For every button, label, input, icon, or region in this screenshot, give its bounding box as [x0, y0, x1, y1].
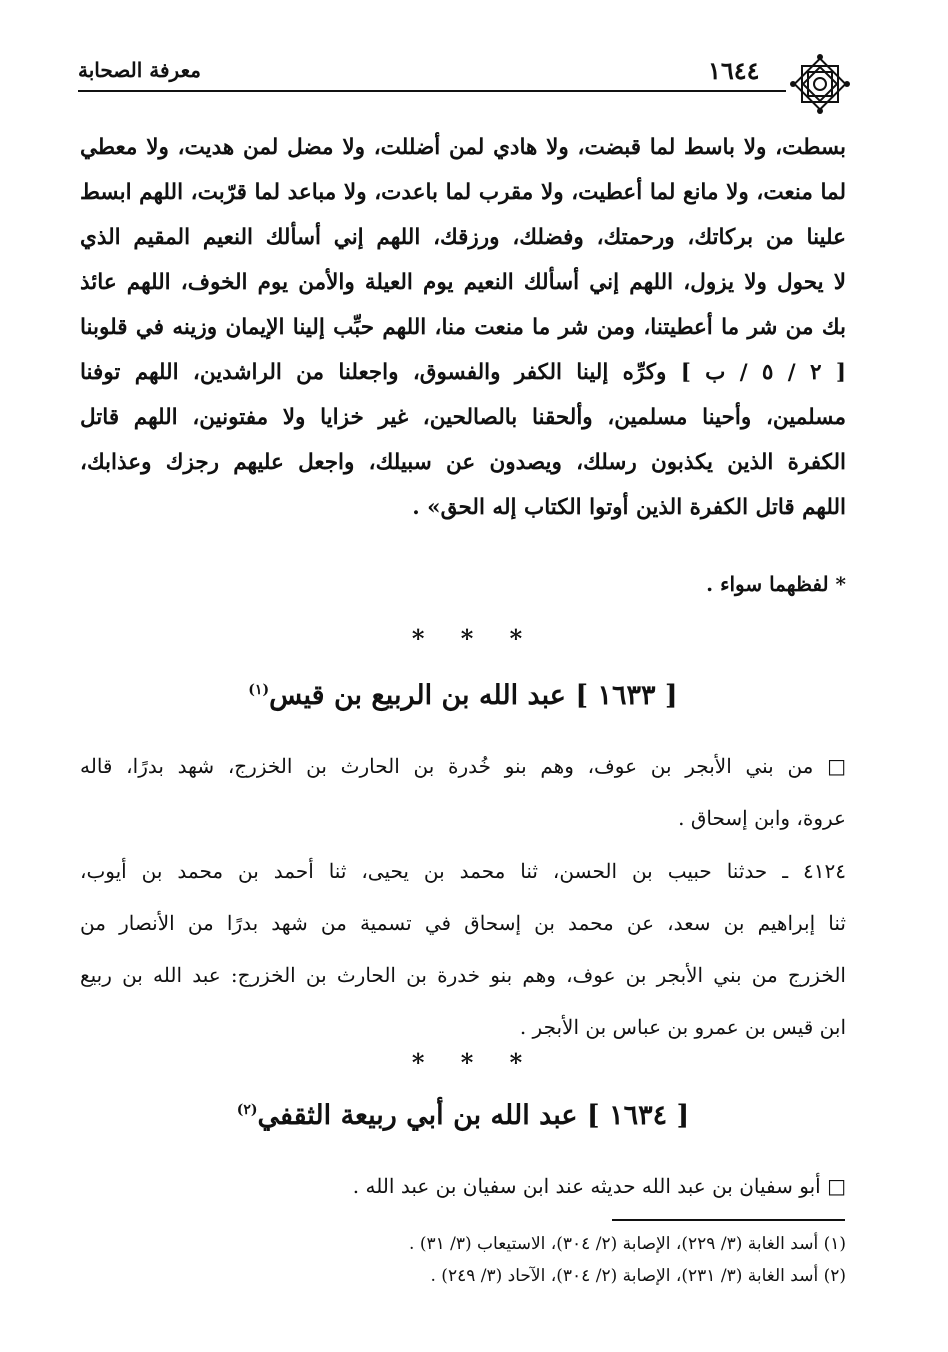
text-line: الكفرة الذين يكذبون رسلك، ويصدون عن سبيلك، واجعل عليهم رجزك وعذابك،: [80, 450, 846, 475]
footnote-rule: [612, 1219, 845, 1221]
prayer-paragraph: [80, 125, 846, 530]
text-line: عروة، وابن إسحاق .: [678, 806, 846, 830]
footnote-ref: (٢): [236, 1102, 258, 1118]
page-number: ١٦٤٤: [708, 56, 760, 85]
section-separator: * * *: [411, 624, 537, 653]
hadith-paragraph: [80, 845, 846, 1053]
book-title: معرفة الصحابة: [78, 58, 201, 82]
text-line: بسطت، ولا باسط لما قبضت، ولا هادي لمن أضللت، ولا مضل لمن هديت، ولا معطي: [80, 135, 846, 160]
text-line: مسلمين، وأحينا مسلمين، وألحقنا بالصالحين، غير خزايا ولا مفتونين، اللهم قاتل: [80, 405, 846, 430]
text-line: ٤١٢٤ ـ حدثنا حبيب بن الحسن، ثنا محمد بن يحيى، ثنا أحمد بن محمد بن أيوب،: [80, 859, 846, 883]
entry-biography: [80, 740, 846, 844]
text-line: □ من بني الأبجر بن عوف، وهم بنو خُدرة بن الحارث بن الخزرج، شهد بدرًا، قاله: [80, 754, 846, 778]
entry-heading: [80, 1100, 846, 1131]
text-line: □ أبو سفيان بن عبد الله حديثه عند ابن سفيان بن عبد الله .: [352, 1174, 846, 1198]
text-line: بك من شر ما أعطيتنا، ومن شر ما منعت منا، اللهم حبِّب إلينا الإيمان وزينه في قلوبنا: [80, 315, 846, 340]
header-rule: [78, 90, 786, 92]
text-line: لا يحول ولا يزول، اللهم إني أسألك النعيم يوم العيلة والأمن يوم الخوف، اللهم عائذ: [80, 270, 846, 295]
entry-title: [ ١٦٣٣ ] عبد الله بن الربيع بن قيس: [269, 680, 678, 711]
variant-note: * لفظهما سواء .: [706, 572, 846, 596]
section-separator: * * *: [411, 1048, 537, 1077]
page-header: [78, 52, 860, 104]
footnote-ref: (١): [248, 682, 270, 698]
octagram-ornament-icon: [788, 52, 852, 116]
text-line: [ ٢ / ٥ / ب ] وكرِّه إلينا الكفر والفسوق، واجعلنا من الراشدين، اللهم توفنا: [80, 360, 846, 385]
entry-biography: [80, 1160, 846, 1212]
text-line: اللهم قاتل الكفرة الذين أوتوا الكتاب إله الحق» .: [412, 495, 846, 520]
footnote: (٢) أسد الغابة (٣/ ٢٣١)، الإصابة (٢/ ٣٠٤)، الآحاد (٣/ ٢٤٩) .: [430, 1266, 846, 1286]
entry-title: [ ١٦٣٤ ] عبد الله بن أبي ربيعة الثقفي: [257, 1100, 690, 1131]
text-line: ثنا إبراهيم بن سعد، عن محمد بن إسحاق في تسمية من شهد بدرًا من الأنصار من: [80, 911, 846, 935]
entry-heading: [80, 680, 846, 711]
text-line: لما منعت، ولا مانع لما أعطيت، ولا مقرب لما باعدت، ولا مباعد لما قرّبت، اللهم ابسط: [80, 180, 846, 205]
footnote: (١) أسد الغابة (٣/ ٢٢٩)، الإصابة (٢/ ٣٠٤)، الاستيعاب (٣/ ٣١) .: [409, 1234, 846, 1254]
text-line: علينا من بركاتك، ورحمتك، وفضلك، ورزقك، اللهم إني أسألك النعيم المقيم الذي: [80, 225, 846, 250]
text-line: الخزرج من بني الأبجر بن عوف، وهم بنو خدرة بن الحارث بن الخزرج: عبد الله بن ربيع: [80, 963, 846, 987]
text-line: ابن قيس بن عمرو بن عباس بن الأبجر .: [519, 1015, 846, 1039]
